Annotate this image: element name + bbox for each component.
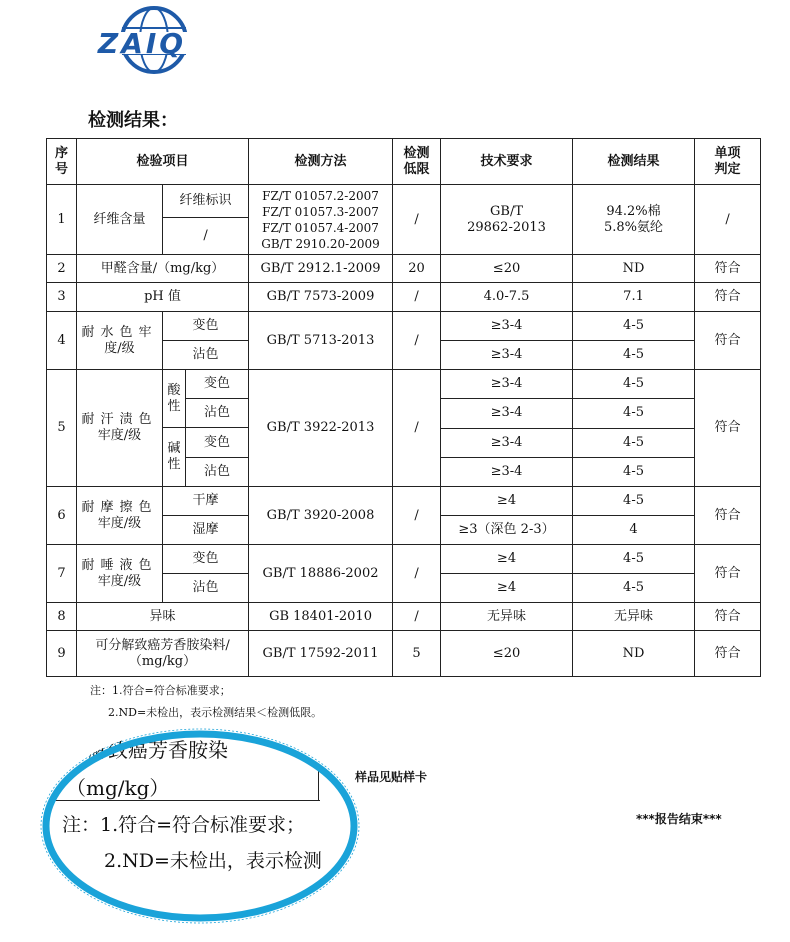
footnote-1: 注：1.符合=符合标准要求； [90,684,231,697]
col-header-item: 检验项目 [77,139,249,185]
table-row: 9 可分解致癌芳香胺染料/ （mg/kg） GB/T 17592-2011 5 ≤20 ND 符合 [47,631,761,677]
table-row: 8 异味 GB 18401-2010 / 无异味 无异味 符合 [47,603,761,631]
col-header-no: 序 号 [47,139,77,185]
table-header-row [47,139,761,185]
results-table: 序 号 检验项目 检测方法 检测 低限 技术要求 检测结果 单项 判定 1 纤维含量 纤维标识 FZ/T 01057.2-2007 FZ/T 01057.3-2007 FZ/T 01057.4-2007 GB/T 2910.20-2009 / GB/T 29862-2013 94.2%棉 5.8%氨纶 / / 2 甲醛含量/（mg/kg） GB/T 2912.1-2009 20 ≤20 ND 符合 3 pH 值 GB/T 7573-2009 / 4.0-7.5 7.1 符合 4 耐水色牢 度/级 变色 GB/T 5713-2013 / ≥3-4 4-5 符合 沾色 ≥3-4 4-5 5 耐汗渍色 牢度/级 酸 性 变色 沾色 碱 性 变色 沾色 GB/T 3922-2013 / ≥3-4 4-5 符合 ≥3-4 4-5 ≥3-4 4-5 ≥3-4 4-5 6 耐摩擦色 牢度/级 干摩 GB/T 3920-2008 / ≥4 4-5 符合 湿摩 ≥3（深色 2-3） 4 7 耐唾液色 牢度/级 变色 GB/T 18886-2002 / ≥4 4-5 符合 沾色 ≥4 4-5 8 异味 GB 18401-2010 / 无异味 无异味 符合 9 可分解致癌芳香胺染料/ （mg/kg） GB/T 17592-2011 5 ≤20 ND 符合 [46,138,761,677]
table-row: 7 耐唾液色 牢度/级 变色 GB/T 18886-2002 / ≥4 4-5 符合 [47,545,761,574]
zoom-line-3: 注：1.符合=符合标准要求； [62,814,306,836]
zoom-line-1: 解致癌芳香胺染 [88,738,228,762]
table-row: 1 纤维含量 纤维标识 FZ/T 01057.2-2007 FZ/T 01057.3-2007 FZ/T 01057.4-2007 GB/T 2910.20-2009 / GB/T 29862-2013 94.2%棉 5.8%氨纶 / [47,185,761,218]
table-row: 3 pH 值 GB/T 7573-2009 / 4.0-7.5 7.1 符合 [47,283,761,312]
footnotes [90,680,322,724]
sample-note: 样品见贴样卡 [355,770,428,784]
section-title: 检测结果： [88,110,178,131]
col-header-limit: 检测 低限 [393,139,441,185]
col-header-requirement: 技术要求 [441,139,573,185]
col-header-method: 检测方法 [249,139,393,185]
col-header-judge: 单项 判定 [695,139,761,185]
footnote-2: 2.ND=未检出，表示检测结果＜检测低限。 [108,706,323,719]
svg-text:ZAIQ: ZAIQ [97,27,187,60]
end-of-report: ***报告结束*** [636,812,722,826]
zoom-line-4: 2.ND=未检出，表示检测 [104,850,322,872]
table-row: 6 耐摩擦色 牢度/级 干摩 GB/T 3920-2008 / ≥4 4-5 符合 [47,487,761,516]
table-row: 2 甲醛含量/（mg/kg） GB/T 2912.1-2009 20 ≤20 ND 符合 [47,255,761,283]
magnifier-circle [40,728,360,924]
zoom-line-2: （mg/kg） [66,776,170,800]
table-row: 4 耐水色牢 度/级 变色 GB/T 5713-2013 / ≥3-4 4-5 符合 [47,312,761,341]
col-header-result: 检测结果 [573,139,695,185]
zaiq-logo [72,4,212,82]
table-row: 5 耐汗渍色 牢度/级 酸 性 变色 沾色 碱 性 变色 沾色 GB/T 3922-2013 / ≥3-4 4-5 符合 [47,370,761,399]
